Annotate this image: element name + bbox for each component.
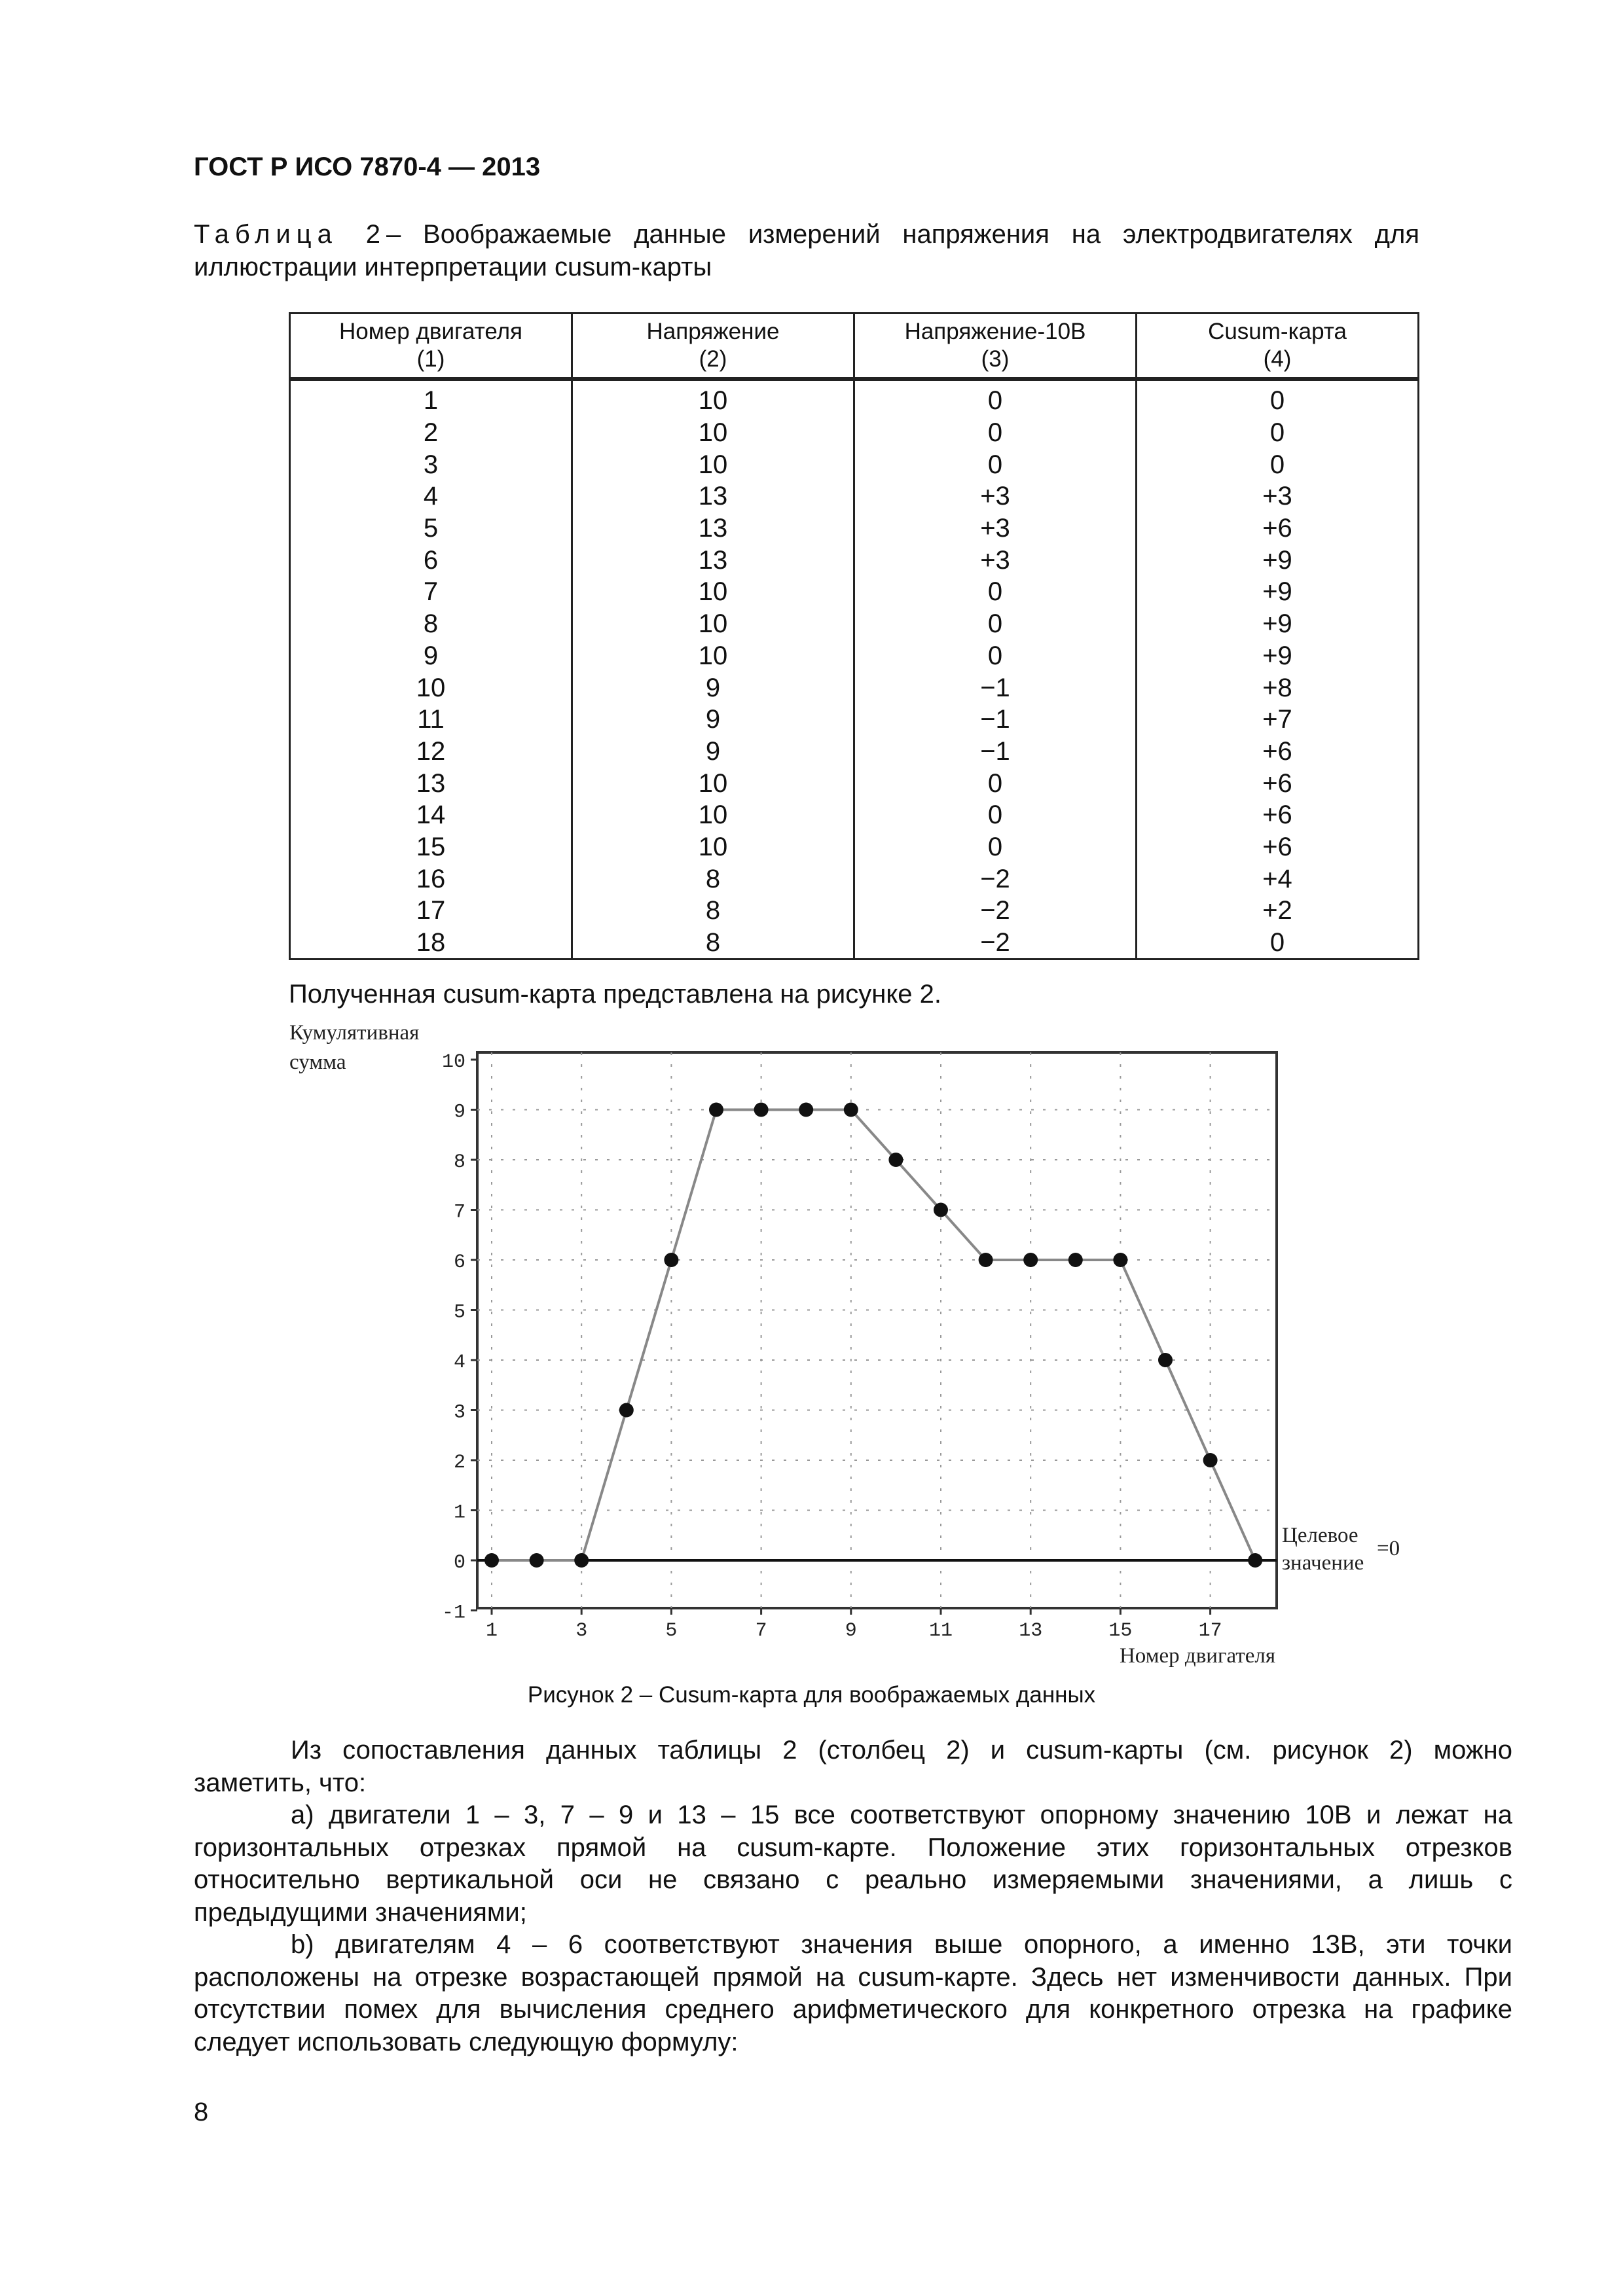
table-cell: 0 (854, 767, 1137, 799)
table-cell: 5 (290, 512, 572, 545)
item-b-line: b) двигателям 4 – 6 соответствуют значения выше опорного, а именно 13В, эти точки (291, 1930, 1512, 1959)
table-header-cell: Напряжение-10В (3) (854, 314, 1137, 380)
table-cell: 0 (854, 417, 1137, 449)
y-tick-label: -1 (441, 1602, 465, 1624)
y-tick-label: 6 (453, 1251, 465, 1274)
figure-caption: Рисунок 2 – Cusum-карта для воображаемых данных (527, 1682, 1096, 1708)
table-cell: −2 (854, 927, 1137, 960)
table-cell: 9 (572, 736, 854, 768)
table-cell: +9 (1137, 640, 1419, 672)
table-cell: 0 (1137, 379, 1419, 417)
table-header-cell: Номер двигателя (1) (290, 314, 572, 380)
y-tick-label: 8 (453, 1151, 465, 1174)
table-cell: 8 (572, 863, 854, 895)
table-cell: +3 (854, 512, 1137, 545)
data-point (1248, 1553, 1262, 1568)
table-cell: 0 (854, 448, 1137, 480)
table-cell: 0 (1137, 448, 1419, 480)
table-cell: +4 (1137, 863, 1419, 895)
table-cell: 10 (572, 379, 854, 417)
table-cell: 9 (572, 704, 854, 736)
table-cell: 13 (572, 512, 854, 545)
body-text (194, 1734, 1512, 2058)
table-cell: 13 (290, 767, 572, 799)
table-cell: 10 (572, 767, 854, 799)
table-cell: 8 (290, 608, 572, 640)
table-cell: +9 (1137, 608, 1419, 640)
table-cell: −1 (854, 704, 1137, 736)
item-a-line: предыдущими значениями; (194, 1897, 527, 1927)
table-cell: 13 (572, 544, 854, 576)
table-cell: 7 (290, 576, 572, 608)
table-cell: +8 (1137, 672, 1419, 704)
data-point (530, 1553, 544, 1568)
table-caption-line-2: иллюстрации интерпретации cusum-карты (194, 253, 712, 281)
table-caption-prefix: Таблица 2 (194, 220, 386, 249)
target-label-line-1: Целевое (1282, 1524, 1359, 1547)
table-cell: +3 (854, 544, 1137, 576)
data-point (574, 1553, 589, 1568)
item-a-line: горизонтальных отрезках прямой на cusum-карте. Положение этих горизонтальных отрезков (194, 1833, 1512, 1862)
table-cell: 0 (854, 640, 1137, 672)
item-a-line: относительно вертикальной оси не связано с реально измеряемыми значениями, а лишь с (194, 1865, 1512, 1894)
figure-intro: Полученная cusum-карта представлена на рисунке 2. (289, 980, 941, 1009)
item-b-line: отсутствии помех для вычисления среднего арифметического для конкретного отрезка на графике (194, 1995, 1512, 2024)
data-point (619, 1403, 634, 1418)
table-cell: +6 (1137, 767, 1419, 799)
table-cell: 10 (572, 799, 854, 831)
x-tick-label: 5 (665, 1620, 678, 1642)
x-tick-label: 7 (755, 1620, 767, 1642)
data-point (1113, 1253, 1127, 1267)
x-axis-label: Номер двигателя (1119, 1644, 1275, 1668)
item-b-line: следует использовать следующую формулу: (194, 2027, 739, 2056)
table-cell: 10 (572, 608, 854, 640)
y-tick-label: 4 (453, 1352, 465, 1374)
x-tick-label: 11 (928, 1620, 953, 1642)
table-cell: 2 (290, 417, 572, 449)
page-number: 8 (194, 2098, 209, 2126)
data-point (979, 1253, 993, 1267)
table-header-cell: Напряжение (2) (572, 314, 854, 380)
y-tick-label: 10 (441, 1051, 465, 1073)
table-cell: 8 (572, 927, 854, 960)
target-label-line-2: значение (1282, 1551, 1364, 1575)
table-cell: −1 (854, 736, 1137, 768)
body-intro-line: заметить, что: (194, 1768, 367, 1797)
data-point (934, 1203, 948, 1217)
table-cell: 10 (572, 576, 854, 608)
table-cell: 14 (290, 799, 572, 831)
table-cell: +3 (1137, 480, 1419, 512)
table-cell: 0 (854, 799, 1137, 831)
table-cell: 11 (290, 704, 572, 736)
y-tick-label: 0 (453, 1552, 465, 1574)
cusum-series-line (492, 1110, 1255, 1561)
data-point (1203, 1453, 1218, 1467)
y-tick-label: 5 (453, 1301, 465, 1324)
table-cell: +7 (1137, 704, 1419, 736)
data-point (1023, 1253, 1038, 1267)
table-cell: 10 (572, 417, 854, 449)
table-cell: 10 (572, 448, 854, 480)
y-axis-label-line-2: сумма (289, 1050, 346, 1074)
item-a-line: a) двигатели 1 – 3, 7 – 9 и 13 – 15 все соответствуют опорному значению 10В и лежат на (291, 1801, 1512, 1829)
table-cell: −2 (854, 895, 1137, 927)
x-tick-label: 9 (845, 1620, 857, 1642)
table-cell: −1 (854, 672, 1137, 704)
y-tick-label: 2 (453, 1452, 465, 1474)
table-cell: 3 (290, 448, 572, 480)
table-cell: 15 (290, 831, 572, 863)
table-cell: 13 (572, 480, 854, 512)
table-cell: 4 (290, 480, 572, 512)
table-cell: +9 (1137, 576, 1419, 608)
table-cell: −2 (854, 863, 1137, 895)
plot-frame (477, 1052, 1277, 1608)
document-header: ГОСТ Р ИСО 7870-4 — 2013 (194, 152, 541, 181)
target-value-label: =0 (1377, 1537, 1400, 1560)
x-tick-label: 13 (1019, 1620, 1043, 1642)
table-cell: +6 (1137, 799, 1419, 831)
table-cell: 18 (290, 927, 572, 960)
y-tick-label: 1 (453, 1501, 465, 1524)
y-axis-label-line-1: Кумулятивная (289, 1021, 420, 1045)
data-point (484, 1553, 499, 1568)
x-tick-label: 17 (1198, 1620, 1222, 1642)
table-cell: 0 (854, 608, 1137, 640)
body-intro-line: Из сопоставления данных таблицы 2 (столбец 2) и cusum-карты (см. рисунок 2) можно (291, 1736, 1512, 1765)
data-point (1068, 1253, 1083, 1267)
table-cell: 10 (290, 672, 572, 704)
table-cell: 0 (1137, 417, 1419, 449)
table-cell: 9 (572, 672, 854, 704)
table-cell: +6 (1137, 512, 1419, 545)
y-tick-label: 7 (453, 1201, 465, 1224)
table-cell: +6 (1137, 736, 1419, 768)
table-cell: 0 (854, 379, 1137, 417)
table-cell: +2 (1137, 895, 1419, 927)
table-cell: 0 (1137, 927, 1419, 960)
table-caption-line-1: Таблица 2– Воображаемые данные измерений напряжения на электродвигателях для (194, 220, 1419, 249)
table-cell: 12 (290, 736, 572, 768)
x-tick-label: 3 (575, 1620, 588, 1642)
data-point (754, 1103, 769, 1117)
table-cell: 10 (572, 640, 854, 672)
table-cell: +6 (1137, 831, 1419, 863)
table-cell: 17 (290, 895, 572, 927)
table-cell: 0 (854, 576, 1137, 608)
table-cell: 16 (290, 863, 572, 895)
data-point (799, 1103, 813, 1117)
table-cell: 9 (290, 640, 572, 672)
table-cell: 6 (290, 544, 572, 576)
data-point (1158, 1353, 1173, 1367)
table-cell: 0 (854, 831, 1137, 863)
data-point (709, 1103, 723, 1117)
table-cell: +9 (1137, 544, 1419, 576)
table-cell: 1 (290, 379, 572, 417)
y-tick-label: 3 (453, 1401, 465, 1424)
item-b-line: расположены на отрезке возрастающей прямой на cusum-карте. Здесь нет изменчивости данных. При (194, 1962, 1512, 1992)
table-header-cell: Cusum-карта (4) (1137, 314, 1419, 380)
y-tick-label: 9 (453, 1101, 465, 1124)
x-tick-label: 1 (485, 1620, 498, 1642)
table-cell: +3 (854, 480, 1137, 512)
data-point (664, 1253, 678, 1267)
x-tick-label: 15 (1108, 1620, 1133, 1642)
data-point (888, 1153, 903, 1167)
table-cell: 8 (572, 895, 854, 927)
data-point (844, 1103, 858, 1117)
table-cell: 10 (572, 831, 854, 863)
